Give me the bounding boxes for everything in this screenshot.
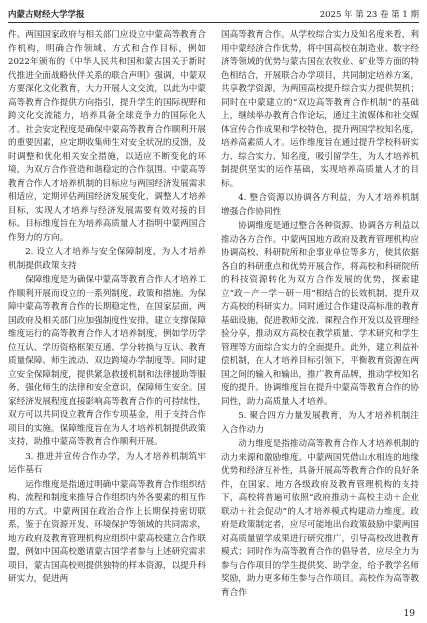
paragraph: 件。两国国家政府与相关部门应设立中蒙高等教育合作机构，明确合作领域、方式和合作目标，例如2022年颁布的《中华人民共和国和蒙古国关于新时代推进全面战略伙伴关系的联合声明》强调，中蒙双方要深化文化教育，大力开展人文交流，以此为中蒙高等教育合作提供方向指引，提升学生的国际视野和跨文化交流能力，培养具备全球竞争力的国际化人才。社会安定程度是确保中蒙高等教育合作顺利开展的重要因素，应定期收集师生对安全状况的反馈，及时调整和优化相关安全措施，以适应不断变化的环境，为双方合作营造和谐稳定的合作氛围。中蒙高等教育合作人才培养机制的目标应与两国经济发展需求相适应，定期评估两国经济发展变化，调整人才培养目标，实现人才培养与经济发展需要有效对接的目标。目标维度旨在为培养高质量人才指明中蒙两国合作努力的方向。	[8, 30, 206, 243]
running-header	[8, 6, 419, 23]
paragraph: 协调维度是通过整合各种资源、协调各方利益以推动各方合作。中蒙两国地方政府及教育管理机构应协调高校、科研院所和企事业单位等多方，使其依据各自的科研重点和优势开展合作，将高校和科研院所的科技资源转化为双方合作发展的优势，探索建立“政－产－学－研－用”相结合的长效机制，提升双方高校的科研实力。同时通过合作建设高标准的教育基础设施，促进教师交流、课程合作开发以及管理经验分享，推动双方高校在教学质量、学术研究和学生管理等方面综合实力的全面提升。此外，建立利益补偿机制，在人才培养目标引领下，平衡教育资源在两国之间的输入和输出，推广教育品牌，推动学校知名度的提升。协调维度旨在提升中蒙高等教育合作的协同性，助力高质量人才培养。	[221, 221, 419, 407]
page-number: 19	[403, 609, 415, 619]
journal-name: 内蒙古财经大学学报	[8, 10, 85, 20]
paragraph: 保障维度是为确保中蒙高等教育合作人才培养工作顺利开展而设立的一系列制度、政策和措施。为保障中蒙高等教育合作的长期稳定性，在国家层面，两国政府及相关部门应加强制度性安排，建立支撑保障维度运行的高等教育合作人才培养制度，例如学历学位互认、学历资格框架互通、学分转换与互认、教育质量保障、师生流动、双边跨境办学制度等。同时建立安全保障制度，提供紧急救援机制和法律援助等服务，强化师生的法律和安全意识，保障师生安全。国家经济发展程度直接影响高等教育合作的可持续性，双方可以共同设立教育合作专项基金，用于支持合作项目的实施。保障维度旨在为人才培养机制提供政策支持，助推中蒙高等教育合作顺利开展。	[8, 275, 206, 447]
paragraph: 运作维度是指通过明确中蒙高等教育合作组织结构、流程和制度来推导合作组织内外各要素的相互作用的方式。中蒙两国在政治合作上长期保持密切联系，鉴于在资源开发、环境保护等领域的共同需求，地方政府及教育管理机构应组织中蒙高校建立合作联盟，例如中国高校邀请蒙古国学者参与上述研究需求项目，蒙古国高校则提供独特的样本资源，以提升科研实力，促进两	[8, 479, 206, 584]
section-heading: 4. 整合资源以协调各方利益，为人才培养机制增强合作协同性	[221, 193, 419, 217]
paragraph: 国高等教育合作。从学校综合实力及知名度来看，利用中蒙经济合作优势，将中国高校在制造业、数字经济等领域的优势与蒙古国在农牧业、矿业等方面的特色相结合，开展联合办学项目，共同制定培养方案，共享教学资源，为两国高校提升综合实力提供契机；同时在中蒙建立的“双边高等教育合作机制”的基础上，继续举办教育合作论坛，通过主流媒体和社交媒体宣传合作成果和学校特色，提升两国学校知名度，培养高素质人才。运作维度旨在通过提升学校科研实力、综合实力、知名度，吸引留学生，为人才培养机制提供坚实的运作基础，实现培养高质量人才的目标。	[221, 30, 419, 189]
section-heading: 2. 设立人才培养与安全保障制度，为人才培养机制提供政策支持	[8, 247, 206, 271]
section-heading: 5. 聚合四方力量发展教育，为人才培养机制注入合作动力	[221, 411, 419, 435]
left-column	[8, 29, 206, 609]
section-heading: 3. 推进并宣传合作办学，为人才培养机制筑牢运作基石	[8, 451, 206, 475]
right-column	[221, 29, 419, 609]
issue-info: 2025 年 第 23 卷 第 1 期	[319, 10, 419, 20]
paragraph: 动力维度是指推动高等教育合作人才培养机制的动力来源和激励维度。中蒙两国凭借山水相连的地缘优势和经济互补性，具备开展高等教育合作的良好条件，在国家、地方各级政府及教育管理机构的支持下，高校将普遍可依照“政府推动＋高校主动＋企业联动＋社会促动”的人才培养模式构建动力维度。政府是政策制定者，应尽可能地出台政策鼓励中蒙两国对高质量留学成果进行研究推广，引导高校改进教育模式；同时作为高等教育合作的倡导者，应尽全力为参与合作项目的学生提供奖、助学金，给予教学名师奖励，助力更多师生参与合作项目。高校作为高等教育合作	[221, 439, 419, 598]
